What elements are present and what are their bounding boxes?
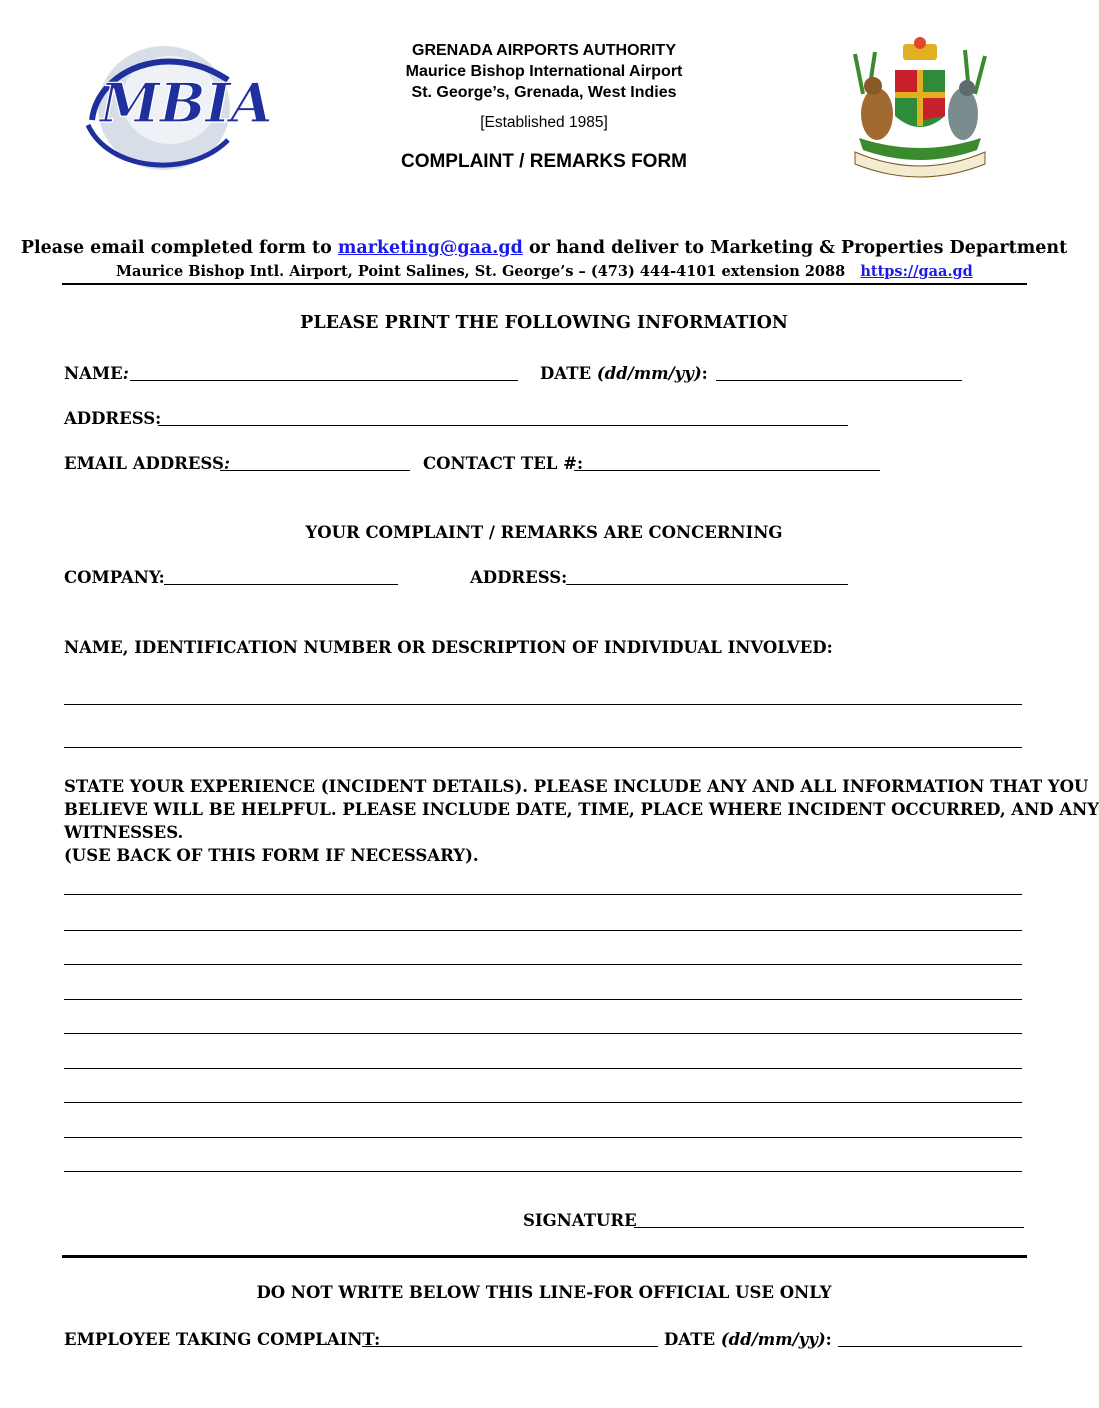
instructions-suffix: or hand deliver to Marketing & Properties Department bbox=[522, 238, 1068, 258]
contact-tel-label: CONTACT TEL #: bbox=[423, 454, 584, 473]
org-name: GRENADA AIRPORTS AUTHORITY bbox=[412, 42, 676, 59]
experience-field-line[interactable] bbox=[64, 894, 1022, 895]
employee-label: EMPLOYEE TAKING COMPLAINT: bbox=[64, 1330, 381, 1349]
coat-of-arms-graphic bbox=[845, 34, 995, 176]
section-concerning-title: YOUR COMPLAINT / REMARKS ARE CONCERNING bbox=[305, 523, 783, 542]
name-field[interactable] bbox=[130, 380, 518, 381]
experience-field-line[interactable] bbox=[64, 964, 1022, 965]
airport-name: Maurice Bishop International Airport bbox=[405, 63, 683, 80]
contact-tel-field[interactable] bbox=[574, 470, 880, 471]
experience-field-line[interactable] bbox=[64, 999, 1022, 1000]
individual-label: NAME, IDENTIFICATION NUMBER OR DESCRIPTION OF INDIVIDUAL INVOLVED: bbox=[64, 638, 833, 657]
website-link[interactable]: https://gaa.gd bbox=[860, 263, 973, 280]
experience-instructions bbox=[64, 775, 1099, 867]
experience-line: WITNESSES. bbox=[64, 823, 184, 842]
form-title: COMPLAINT / REMARKS FORM bbox=[400, 151, 688, 172]
company-field[interactable] bbox=[164, 584, 398, 585]
experience-line: (USE BACK OF THIS FORM IF NECESSARY). bbox=[64, 846, 479, 865]
mbia-logo-graphic bbox=[78, 30, 273, 180]
email-address-field[interactable] bbox=[220, 470, 410, 471]
signature-label: SIGNATURE bbox=[523, 1211, 637, 1230]
established-text: [Established 1985] bbox=[480, 114, 608, 131]
official-date-label: DATE (dd/mm/yy): bbox=[664, 1330, 832, 1349]
experience-field-line[interactable] bbox=[64, 1033, 1022, 1034]
company-address-field[interactable] bbox=[566, 584, 848, 585]
experience-field-line[interactable] bbox=[64, 1171, 1022, 1172]
individual-field-line[interactable] bbox=[64, 704, 1022, 705]
employee-field[interactable] bbox=[362, 1346, 658, 1347]
name-label: NAME: bbox=[64, 364, 129, 383]
address-label: ADDRESS: bbox=[64, 409, 162, 428]
company-label: COMPANY: bbox=[64, 568, 165, 587]
address-text: Maurice Bishop Intl. Airport, Point Salines, St. George’s – (473) 444-4101 extension 2088 bbox=[116, 263, 846, 280]
address-field[interactable] bbox=[158, 425, 848, 426]
signature-field[interactable] bbox=[634, 1227, 1024, 1228]
section-print-title: PLEASE PRINT THE FOLLOWING INFORMATION bbox=[300, 313, 788, 333]
individual-field-line[interactable] bbox=[64, 747, 1022, 748]
official-title: DO NOT WRITE BELOW THIS LINE-FOR OFFICIAL USE ONLY bbox=[256, 1283, 832, 1302]
mbia-letters: MBIA bbox=[100, 71, 273, 135]
address-line bbox=[116, 263, 973, 280]
date-label: DATE (dd/mm/yy): bbox=[540, 364, 708, 383]
official-divider bbox=[62, 1255, 1027, 1258]
mbia-logo bbox=[78, 30, 273, 180]
experience-field-line[interactable] bbox=[64, 1102, 1022, 1103]
experience-line: BELIEVE WILL BE HELPFUL. PLEASE INCLUDE DATE, TIME, PLACE WHERE INCIDENT OCCURRED, AND ANY bbox=[64, 800, 1099, 819]
experience-field-line[interactable] bbox=[64, 1137, 1022, 1138]
airport-location: St. George’s, Grenada, West Indies bbox=[411, 84, 677, 101]
experience-field-line[interactable] bbox=[64, 930, 1022, 931]
instructions-prefix: Please email completed form to bbox=[20, 238, 338, 258]
header-divider bbox=[62, 283, 1027, 285]
coat-of-arms bbox=[845, 34, 995, 176]
date-field[interactable] bbox=[716, 380, 962, 381]
experience-line: STATE YOUR EXPERIENCE (INCIDENT DETAILS). PLEASE INCLUDE ANY AND ALL INFORMATION THAT YOU bbox=[64, 777, 1089, 796]
instructions-line bbox=[20, 238, 1068, 258]
official-date-field[interactable] bbox=[838, 1346, 1022, 1347]
email-address-label: EMAIL ADDRESS: bbox=[64, 454, 230, 473]
company-address-label: ADDRESS: bbox=[470, 568, 568, 587]
experience-field-line[interactable] bbox=[64, 1068, 1022, 1069]
email-link[interactable]: marketing@gaa.gd bbox=[337, 238, 523, 258]
